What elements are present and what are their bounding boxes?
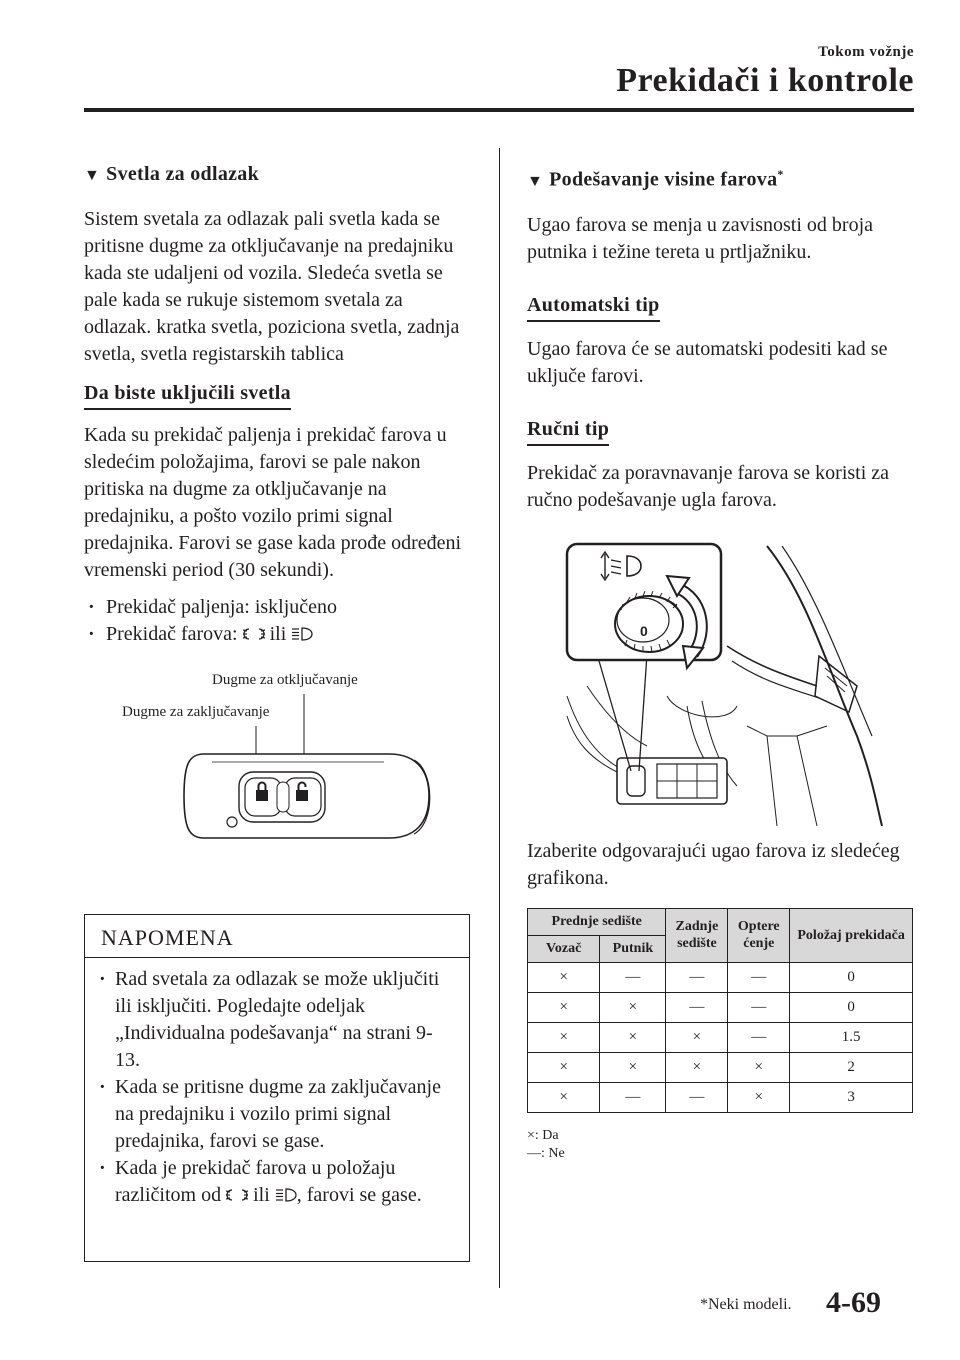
left-column [84, 160, 474, 858]
headlight-icon [275, 1188, 297, 1202]
note-box [84, 914, 470, 1262]
leaving-lights-intro: Sistem svetala za odlazak pali svetla kada se pritisne dugme za otključavanje na predajniku kada ste udaljeni od vozila. Sledeća svetla se pale kada se rukuje sistemom svetala za odlazak. kratka svetla, poziciona svetla, zadnja svetla, svetla registarskih tablica [84, 208, 460, 365]
footnote-some-models: *Neki modeli. [700, 1296, 792, 1313]
choose-angle-text: Izaberite odgovarajući ugao farova iz sledećeg grafikona. [527, 839, 900, 889]
th-front-seat: Prednje sedište [528, 908, 666, 935]
dial-position-zero: 0 [640, 622, 648, 639]
th-rear-seat: Zadnje sedište [666, 908, 728, 962]
parking-lights-icon [243, 627, 265, 641]
automatic-text: Ugao farova će se automatski podesiti kad se uključe farovi. [527, 337, 888, 387]
subheading-manual: Ručni tip [527, 416, 609, 446]
table-row: × — — — 0 [528, 962, 913, 992]
bullet-ignition: · Prekidač paljenja: isključeno [84, 594, 474, 621]
key-fob-drawing [84, 658, 474, 858]
turn-on-paragraph: Kada su prekidač paljenja i prekidač farova u sledećim položajima, farovi se pale nakon pritiska na dugme za otključavanje na predajniku, a pošto vozilo primi signal predajnika. Farovi se gase kada prođe određeni vremenski period (30 sekundi). [84, 424, 462, 581]
page-number: 4-69 [826, 1286, 881, 1319]
bullet-headlight-switch: · Prekidač farova: ili [84, 621, 474, 648]
table-row: × × — — 0 [528, 992, 913, 1022]
leveling-dial-figure [527, 536, 917, 826]
triangle-marker-icon: ▼ [84, 167, 101, 184]
section-heading-headlight-leveling: ▼ Podešavanje visine farova* [527, 167, 784, 191]
table-row: × — — × 3 [528, 1082, 913, 1112]
th-passenger: Putnik [600, 935, 666, 962]
manual-text: Prekidač za poravnavanje farova se koristi za ručno podešavanje ugla farova. [527, 461, 890, 511]
note-item-switch-position: · Kada je prekidač farova u položaju različitom od ili , farovi se gase. [99, 1155, 453, 1209]
page-title: Prekidači i kontrole [616, 62, 914, 99]
lock-button-label: Dugme za zaključavanje [122, 704, 270, 720]
note-title: NAPOMENA [101, 925, 234, 950]
right-column [527, 160, 917, 1163]
triangle-marker-icon: ▼ [527, 172, 544, 190]
legend-yes: ×: Da [527, 1127, 559, 1143]
table-row: × × × — 1.5 [528, 1022, 913, 1052]
legend-no: —: Ne [527, 1145, 565, 1161]
note-item-lock: · Kada se pritisne dugme za zaključavanje na predajniku i vozilo primi signal predajnika, farovi se gase. [99, 1074, 453, 1155]
subheading-turn-on: Da biste uključili svetla [84, 380, 291, 410]
leveling-position-table [527, 908, 913, 1113]
th-driver: Vozač [528, 935, 600, 962]
leveling-intro: Ugao farova se menja u zavisnosti od broja putnika i težine tereta u prtljažniku. [527, 213, 874, 263]
th-load: Optere ćenje [728, 908, 790, 962]
chapter-label: Tokom vožnje [818, 44, 914, 60]
dashboard-drawing [527, 536, 917, 826]
key-fob-figure [84, 658, 474, 858]
section-heading-leaving-lights: ▼ Svetla za odlazak [84, 163, 260, 185]
th-switch-position: Položaj prekidača [790, 908, 913, 962]
note-item-setting: · Rad svetala za odlazak se može uključiti ili isključiti. Pogledajte odeljak „Individualna podešavanja“ na strani 9-13. [99, 966, 453, 1074]
headlight-icon [291, 627, 313, 641]
column-divider [499, 148, 500, 1288]
header-rule [84, 108, 914, 112]
subheading-automatic: Automatski tip [527, 292, 660, 322]
table-row: × × × × 2 [528, 1052, 913, 1082]
unlock-button-label: Dugme za otključavanje [212, 672, 358, 688]
parking-lights-icon [226, 1188, 248, 1202]
